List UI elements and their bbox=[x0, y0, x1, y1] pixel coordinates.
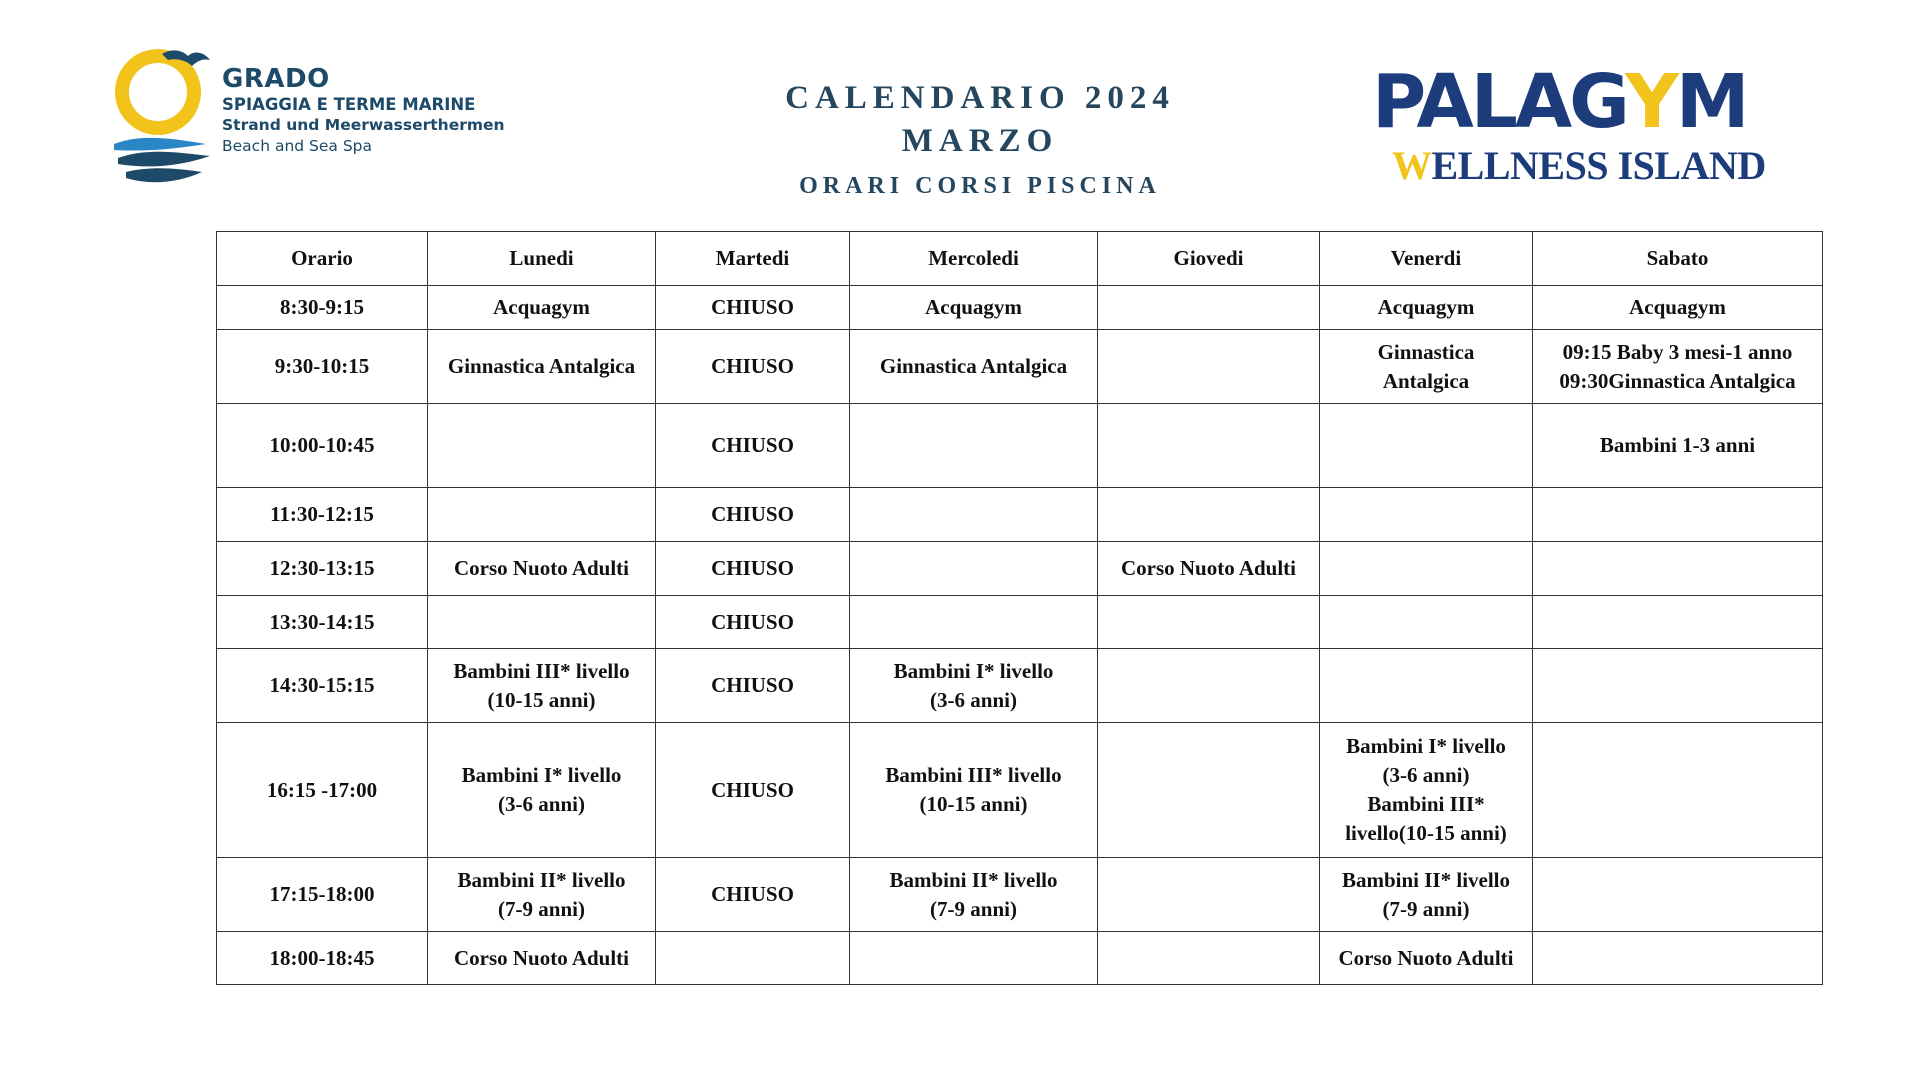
cell-sat-line: 09:15 Baby 3 mesi-1 anno bbox=[1562, 339, 1793, 364]
cell-mon bbox=[428, 723, 656, 858]
time-cell: 11:30-12:15 bbox=[217, 488, 428, 542]
table-header-row bbox=[217, 232, 1823, 286]
header-venerdi: Venerdi bbox=[1320, 232, 1533, 286]
palagym-logo bbox=[1370, 42, 1810, 202]
cell-tue: CHIUSO bbox=[656, 488, 850, 542]
cell-thu bbox=[1098, 488, 1320, 542]
time-cell: 12:30-13:15 bbox=[217, 542, 428, 596]
cell-wed bbox=[850, 723, 1098, 858]
cell-tue: CHIUSO bbox=[656, 542, 850, 596]
table-row bbox=[217, 404, 1823, 488]
cell-mon-line: Bambini III* livello bbox=[453, 658, 630, 683]
cell-wed-line: (3-6 anni) bbox=[930, 687, 1017, 712]
palagym-sub-rest: ELLNESS ISLAND bbox=[1431, 143, 1766, 188]
cell-sat-line: 09:30Ginnastica Antalgica bbox=[1559, 368, 1796, 393]
cell-tue: CHIUSO bbox=[656, 723, 850, 858]
grado-line-2: Strand und Meerwasserthermen bbox=[222, 116, 505, 134]
cell-thu bbox=[1098, 330, 1320, 404]
palagym-sub-w: W bbox=[1392, 143, 1432, 188]
cell-sat bbox=[1533, 858, 1823, 932]
cell-wed: Ginnastica Antalgica bbox=[850, 330, 1098, 404]
cell-fri bbox=[1320, 858, 1533, 932]
cell-fri bbox=[1320, 404, 1533, 488]
cell-thu bbox=[1098, 723, 1320, 858]
cell-wed-line: (10-15 anni) bbox=[919, 792, 1028, 816]
cell-fri-line: Bambini I* livello bbox=[1346, 734, 1506, 758]
cell-fri-line: (7-9 anni) bbox=[1382, 896, 1470, 921]
cell-sat: Acquagym bbox=[1533, 286, 1823, 330]
cell-fri bbox=[1320, 488, 1533, 542]
title-block bbox=[640, 76, 1320, 204]
grado-brand: GRADO bbox=[222, 64, 330, 94]
cell-tue: CHIUSO bbox=[656, 404, 850, 488]
header-mercoledi: Mercoledi bbox=[850, 232, 1098, 286]
cell-wed bbox=[850, 542, 1098, 596]
palagym-subtitle bbox=[1392, 144, 1766, 188]
cell-thu bbox=[1098, 858, 1320, 932]
cell-sat bbox=[1533, 542, 1823, 596]
cell-fri bbox=[1320, 596, 1533, 649]
header-sabato: Sabato bbox=[1533, 232, 1823, 286]
cell-mon bbox=[428, 596, 656, 649]
grado-line-1: SPIAGGIA E TERME MARINE bbox=[222, 95, 476, 114]
cell-tue: CHIUSO bbox=[656, 286, 850, 330]
header-giovedi: Giovedi bbox=[1098, 232, 1320, 286]
cell-tue: CHIUSO bbox=[656, 596, 850, 649]
cell-sat bbox=[1533, 932, 1823, 985]
cell-fri bbox=[1320, 723, 1533, 858]
time-cell: 10:00-10:45 bbox=[217, 404, 428, 488]
palagym-brand bbox=[1372, 59, 1747, 145]
cell-thu: Corso Nuoto Adulti bbox=[1098, 542, 1320, 596]
cell-tue: CHIUSO bbox=[656, 649, 850, 723]
grado-line-3: Beach and Sea Spa bbox=[222, 137, 373, 155]
cell-fri-line: livello(10-15 anni) bbox=[1345, 821, 1507, 845]
cell-wed-line: (7-9 anni) bbox=[930, 896, 1017, 921]
cell-wed: Acquagym bbox=[850, 286, 1098, 330]
table-row bbox=[217, 723, 1823, 858]
title-month: MARZO bbox=[901, 123, 1059, 159]
cell-fri: Corso Nuoto Adulti bbox=[1320, 932, 1533, 985]
cell-sat bbox=[1533, 649, 1823, 723]
cell-fri-line: Bambini II* livello bbox=[1341, 867, 1511, 892]
cell-mon bbox=[428, 404, 656, 488]
cell-thu bbox=[1098, 404, 1320, 488]
time-cell: 18:00-18:45 bbox=[217, 932, 428, 985]
cell-sat bbox=[1533, 596, 1823, 649]
cell-wed bbox=[850, 404, 1098, 488]
cell-tue: CHIUSO bbox=[656, 858, 850, 932]
cell-mon-line: (10-15 anni) bbox=[487, 687, 596, 712]
table-row bbox=[217, 858, 1823, 932]
cell-wed bbox=[850, 488, 1098, 542]
cell-mon: Corso Nuoto Adulti bbox=[428, 542, 656, 596]
header-martedi: Martedi bbox=[656, 232, 850, 286]
cell-thu bbox=[1098, 286, 1320, 330]
cell-mon: Acquagym bbox=[428, 286, 656, 330]
table-row bbox=[217, 286, 1823, 330]
schedule-table bbox=[216, 231, 1823, 985]
cell-wed bbox=[850, 596, 1098, 649]
palagym-post: M bbox=[1675, 59, 1747, 145]
cell-wed-line: Bambini III* livello bbox=[885, 763, 1062, 787]
cell-mon-line: Bambini I* livello bbox=[461, 763, 622, 787]
cell-mon bbox=[428, 649, 656, 723]
grado-logo bbox=[110, 46, 530, 196]
time-cell: 17:15-18:00 bbox=[217, 858, 428, 932]
table-row bbox=[217, 542, 1823, 596]
cell-thu bbox=[1098, 649, 1320, 723]
cell-fri: Acquagym bbox=[1320, 286, 1533, 330]
cell-mon: Corso Nuoto Adulti bbox=[428, 932, 656, 985]
cell-fri bbox=[1320, 330, 1533, 404]
cell-wed-line: Bambini I* livello bbox=[893, 658, 1054, 683]
cell-mon-line: (7-9 anni) bbox=[498, 896, 585, 921]
time-cell: 13:30-14:15 bbox=[217, 596, 428, 649]
cell-thu bbox=[1098, 596, 1320, 649]
cell-sat bbox=[1533, 723, 1823, 858]
cell-fri-line: Antalgica bbox=[1382, 368, 1470, 393]
cell-fri-line: Bambini III* bbox=[1367, 792, 1485, 816]
cell-thu bbox=[1098, 932, 1320, 985]
cell-sat bbox=[1533, 330, 1823, 404]
cell-fri-line: Ginnastica bbox=[1377, 339, 1475, 364]
cell-mon-line: Bambini II* livello bbox=[457, 867, 626, 892]
table-row bbox=[217, 488, 1823, 542]
table-row bbox=[217, 932, 1823, 985]
cell-fri bbox=[1320, 649, 1533, 723]
cell-wed bbox=[850, 858, 1098, 932]
table-row bbox=[217, 596, 1823, 649]
cell-mon bbox=[428, 858, 656, 932]
cell-wed bbox=[850, 649, 1098, 723]
palagym-pre: PALAG bbox=[1372, 59, 1626, 145]
cell-fri-line: (3-6 anni) bbox=[1382, 763, 1470, 787]
time-cell: 9:30-10:15 bbox=[217, 330, 428, 404]
title-subtitle: ORARI CORSI PISCINA bbox=[799, 173, 1161, 199]
palagym-y: Y bbox=[1625, 59, 1676, 145]
title-calendar: CALENDARIO 2024 bbox=[785, 80, 1175, 116]
cell-tue bbox=[656, 932, 850, 985]
grado-sun-wave-icon bbox=[110, 46, 220, 196]
header-orario: Orario bbox=[217, 232, 428, 286]
cell-mon-line: (3-6 anni) bbox=[498, 792, 585, 816]
cell-fri bbox=[1320, 542, 1533, 596]
time-cell: 16:15 -17:00 bbox=[217, 723, 428, 858]
cell-wed-line: Bambini II* livello bbox=[889, 867, 1058, 892]
cell-mon bbox=[428, 488, 656, 542]
table-row bbox=[217, 330, 1823, 404]
time-cell: 8:30-9:15 bbox=[217, 286, 428, 330]
time-cell: 14:30-15:15 bbox=[217, 649, 428, 723]
cell-wed bbox=[850, 932, 1098, 985]
cell-mon: Ginnastica Antalgica bbox=[428, 330, 656, 404]
table-row bbox=[217, 649, 1823, 723]
cell-sat bbox=[1533, 488, 1823, 542]
header-lunedi: Lunedi bbox=[428, 232, 656, 286]
cell-tue: CHIUSO bbox=[656, 330, 850, 404]
cell-sat: Bambini 1-3 anni bbox=[1533, 404, 1823, 488]
